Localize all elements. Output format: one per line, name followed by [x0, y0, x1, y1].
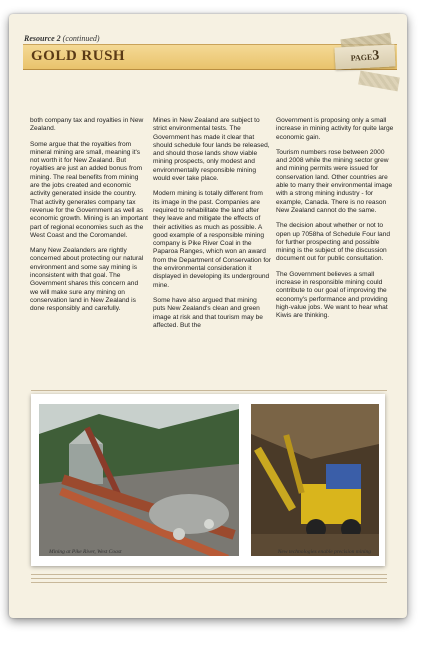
page-number: 3	[371, 48, 380, 64]
resource-suffix: (continued)	[62, 34, 100, 43]
mining-machine-image	[251, 404, 379, 556]
page-label: PAGE	[350, 52, 373, 63]
photo-caption-left: Mining at Pike River, West Coast	[49, 549, 122, 555]
divider	[31, 578, 387, 579]
paragraph: Some argue that the royalties from mineral mining are small, meaning it's not worth it for New Zealand. But royalties are just an added bonus from mining. The real benefits from mining are the jobs created and economic activity generated inside the country. That activity generates company tax revenue for the Government as well as economic growth. Mining is an important part of regional economies such as the West Coast and the Coromandel.	[30, 140, 149, 239]
paragraph: Some have also argued that mining puts New Zealand's clean and green image at risk and that tourism may be affected. But the	[153, 296, 263, 329]
paragraph: The decision about whether or not to open up 7058ha of Schedule Four land for further prospecting and possible mining is the subject of the discussion document out for public consultation.	[276, 222, 391, 263]
text-column-2	[153, 117, 271, 337]
photo-caption-right: New technologies enable precision mining	[277, 549, 371, 555]
document-page	[9, 14, 407, 618]
paragraph: The Government believes a small increase in responsible mining could contribute to our goal of improving the economy's performance and providing high-value jobs. We want to hear what Kiwis are thinking.	[276, 270, 388, 320]
paragraph: Tourism numbers rose between 2000 and 2008 while the mining sector grew and mining permits were issued for conservation land. Other countries are able to marry their environmental image with a strong mining industry - for example, Canada. There is no reason New Zealand cannot do the same.	[276, 148, 393, 214]
precision-mining-photo	[251, 404, 379, 556]
photo-panel	[31, 394, 385, 566]
pike-river-mine-photo	[39, 404, 239, 556]
pike-river-mine-image	[39, 404, 239, 556]
decorative-stamp-2	[358, 71, 400, 92]
divider	[31, 390, 387, 391]
paragraph: both company tax and royalties in New Zealand.	[30, 117, 144, 133]
divider	[31, 582, 387, 583]
resource-label-text: Resource 2	[24, 34, 61, 43]
page-title: GOLD RUSH	[31, 48, 126, 64]
page-number-tab	[334, 44, 395, 69]
paragraph: Government is proposing only a small increase in mining activity for quite large economic gain.	[276, 117, 394, 141]
paragraph: Many New Zealanders are rightly concerned about protecting our natural environment and some say mining is inconsistent with that goal. The Government shares this concern and we will make sure any mining on conservation land in New Zealand is done responsibly and carefully.	[30, 247, 144, 313]
text-column-3	[276, 117, 394, 328]
text-column-1	[30, 117, 148, 321]
paragraph: Mines in New Zealand are subject to strict environmental tests. The Government has made it clear that should schedule four lands be released, and should those lands show viable mining prospects, only modest and environmentally responsible mining would ever take place.	[153, 117, 270, 183]
paragraph: Modern mining is totally different from its image in the past. Companies are required to rehabilitate the land after they leave and mitigate the effects of their activities as much as possible. A good example of a responsible mining company is Pike River Coal in the Paparoa Ranges, which won an award from the Department of Conservation for the environmental consideration it displayed in developing its underground mine.	[153, 190, 272, 289]
resource-label	[24, 34, 100, 43]
divider	[31, 574, 387, 575]
